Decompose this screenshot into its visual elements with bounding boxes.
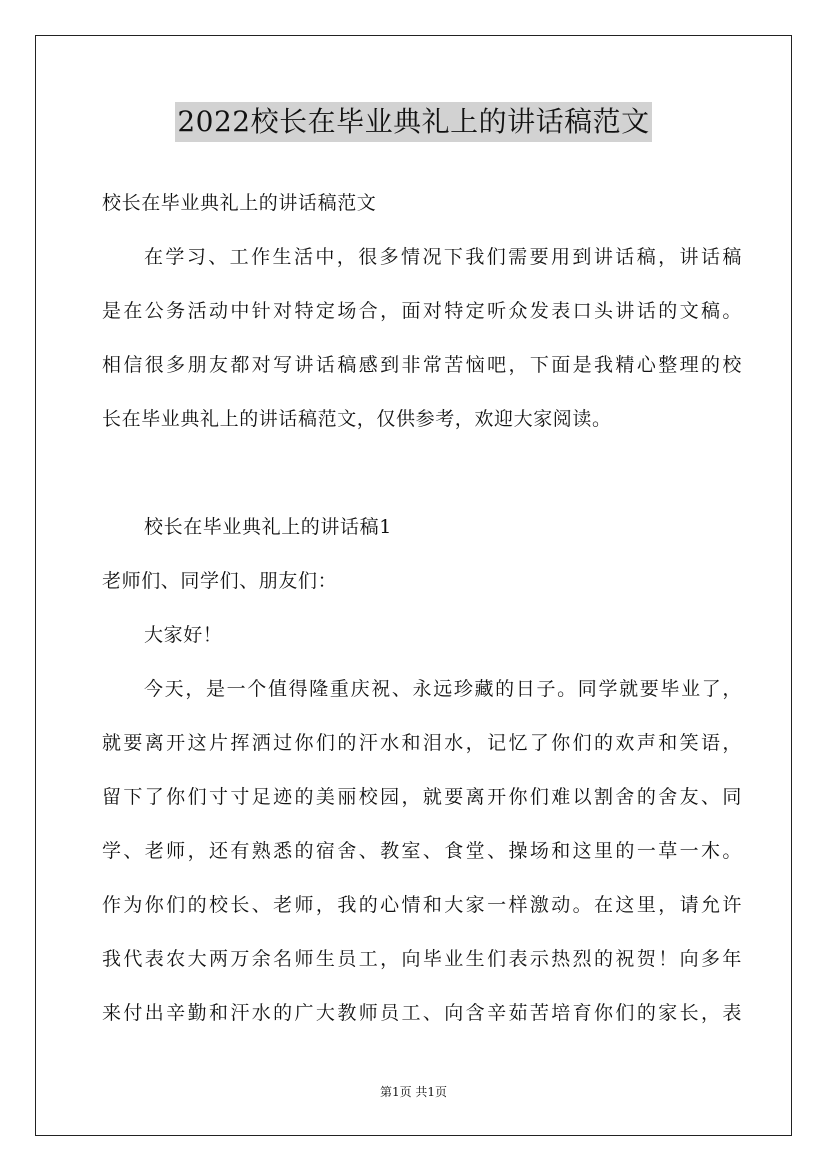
- intro-line: 是在公务活动中针对特定场合，面对特定听众发表口头讲话的文稿。: [102, 300, 742, 322]
- document-subtitle: 校长在毕业典礼上的讲话稿范文: [102, 192, 377, 214]
- speech-line: 就要离开这片挥洒过你们的汗水和泪水，记忆了你们的欢声和笑语，: [102, 732, 742, 754]
- section-heading: 校长在毕业典礼上的讲话稿1: [144, 516, 392, 538]
- document-body: [102, 176, 742, 1040]
- salutation: 老师们、同学们、朋友们：: [102, 570, 338, 592]
- intro-line: 长在毕业典礼上的讲话稿范文，仅供参考，欢迎大家阅读。: [102, 408, 612, 430]
- speech-line: 学、老师，还有熟悉的宿舍、教室、食堂、操场和这里的一草一木。: [102, 840, 742, 862]
- document-title-wrap: [0, 102, 827, 142]
- speech-line: 今天，是一个值得隆重庆祝、永远珍藏的日子。同学就要毕业了，: [144, 678, 742, 700]
- speech-line: 来付出辛勤和汗水的广大教师员工、向含辛茹苦培育你们的家长，表: [102, 1002, 742, 1024]
- speech-line: 留下了你们寸寸足迹的美丽校园，就要离开你们难以割舍的舍友、同: [102, 786, 742, 808]
- page-footer: 第1页 共1页: [379, 1085, 448, 1099]
- paragraph-gap: [102, 446, 742, 500]
- document-title: 2022校长在毕业典礼上的讲话稿范文: [175, 102, 651, 142]
- greeting: 大家好！: [144, 624, 223, 646]
- speech-line: 作为你们的校长、老师，我的心情和大家一样激动。在这里，请允许: [102, 894, 742, 916]
- intro-line: 在学习、工作生活中，很多情况下我们需要用到讲话稿，讲话稿: [144, 246, 742, 268]
- intro-line: 相信很多朋友都对写讲话稿感到非常苦恼吧，下面是我精心整理的校: [102, 354, 742, 376]
- speech-line: 我代表农大两万余名师生员工，向毕业生们表示热烈的祝贺！向多年: [102, 948, 742, 970]
